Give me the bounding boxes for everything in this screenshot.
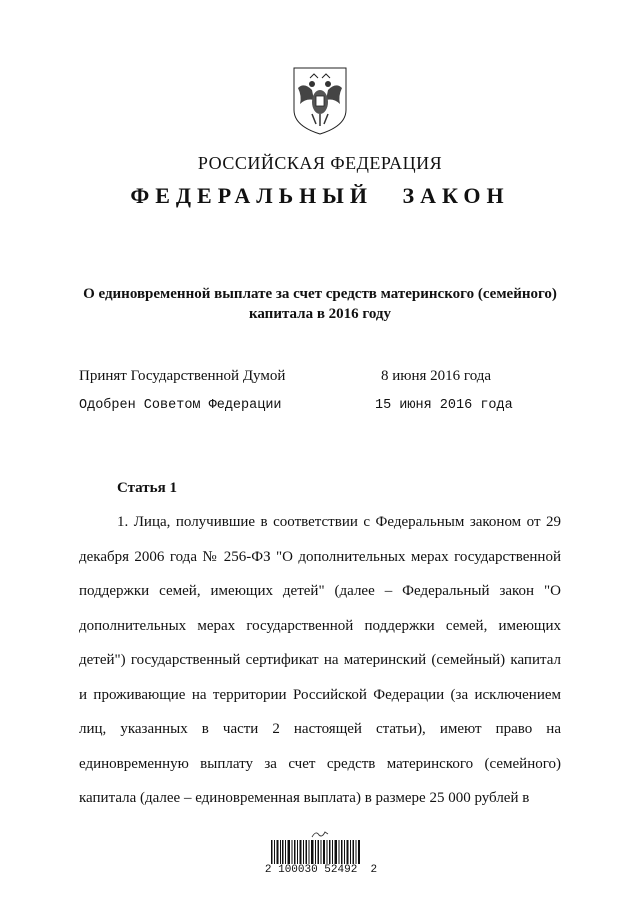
law-title-line-2: капитала в 2016 году (248, 306, 392, 322)
article-heading: Статья 1 (117, 480, 177, 496)
coat-of-arms-emblem (290, 64, 350, 136)
law-title-line-1: О единовременной выплате за счет средств материнского (семейного) (83, 286, 557, 302)
adoption-date: 15 июня 2016 года (375, 398, 513, 413)
adoption-label: Одобрен Советом Федерации (79, 398, 282, 413)
signature-mark (311, 829, 329, 839)
adoption-date: 8 июня 2016 года (381, 368, 492, 384)
country-name: РОССИЙСКАЯ ФЕДЕРАЦИЯ (197, 153, 443, 173)
adoption-label: Принят Государственной Думой (79, 368, 286, 384)
article-paragraph: 1. Лица, получившие в соответствии с Федеральным законом от 29 декабря 2006 года № 256-ФЗ "О дополнительных мерах государственной поддержки семей, имеющих детей" (далее – Федеральный закон "О дополнительных мерах государственной поддержки семей, имеющих детей") государственный сертификат на материнский (семейный) капитал и проживающие на территории Российской Федерации (за исключением лиц, указанных в части 2 настоящей статьи), имеют право на единовременную выплату за счет средств материнского (семейного) капитала (далее – единовременная выплата) в размере 25 000 рублей в (79, 514, 561, 806)
document-type: ФЕДЕРАЛЬНЫЙ ЗАКОН (130, 183, 510, 208)
barcode-number: 2 100030 52492 2 (264, 864, 378, 876)
law-title (70, 284, 570, 324)
